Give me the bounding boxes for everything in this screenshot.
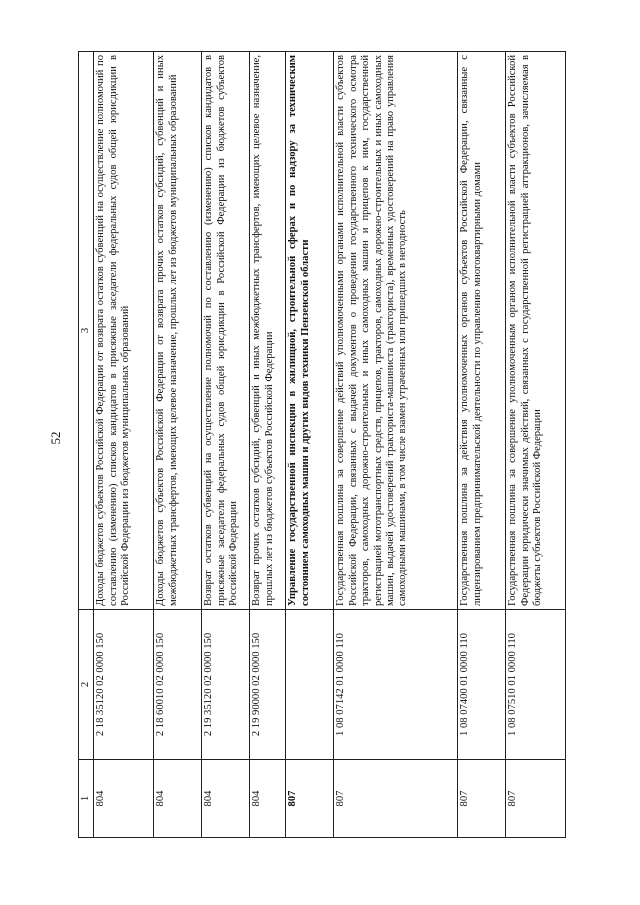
budget-classification-code-cell: 2 19 90000 02 0000 150 — [250, 610, 286, 760]
budget-classification-code-cell: 2 18 35120 02 0000 150 — [94, 610, 154, 760]
admin-code-cell: 807 — [334, 760, 458, 838]
budget-classification-code-cell: 1 08 07142 01 0000 110 — [334, 610, 458, 760]
rotated-table-container — [78, 52, 562, 838]
table-row — [286, 52, 334, 838]
admin-code-cell: 807 — [506, 760, 566, 838]
description-cell: Возврат прочих остатков субсидий, субвенций и иных межбюджетных трансфертов, имеющих целевое назначение, прошлых лет из бюджетов субъектов Российской Федерации — [250, 52, 286, 610]
budget-classification-code-cell: 1 08 07400 01 0000 110 — [458, 610, 506, 760]
column-header-2: 2 — [79, 610, 94, 760]
table-row — [250, 52, 286, 838]
budget-classification-code-cell: 1 08 07510 01 0000 110 — [506, 610, 566, 760]
admin-code-cell: 807 — [458, 760, 506, 838]
admin-code-cell: 804 — [94, 760, 154, 838]
page-number: 52 — [48, 431, 63, 445]
budget-classification-code-cell: 2 19 35120 02 0000 150 — [202, 610, 250, 760]
table-row — [334, 52, 458, 838]
table-row — [154, 52, 202, 838]
admin-code-cell: 804 — [202, 760, 250, 838]
admin-code-cell: 807 — [286, 760, 334, 838]
description-cell: Государственная пошлина за совершение уполномоченным органом исполнительной власти субъектов Российской Федерации юридически значимых действий, связанных с государственной регистрацией аттракционов, зачисляемая в бюджеты субъектов Российской Федерации — [506, 52, 566, 610]
description-cell: Государственная пошлина за совершение действий уполномоченными органами исполнительной власти субъектов Российской Федерации, связанных с выдачей документов о проведении государственного технического осмотра тракторов, самоходных дорожно-строительных и иных самоходных машин и прицепов к ним, государственной регистрацией мототранспортных средств, прицепов, тракторов, самоходных дорожно-строительных и иных самоходных машин, выдачей удостоверений тракториста-машиниста (тракториста), временных удостоверений на право управления самоходными машинами, в том числе взамен утраченных или пришедших в негодность — [334, 52, 458, 610]
description-cell: Государственная пошлина за действия уполномоченных органов субъектов Российской Федерации, связанные с лицензированием предпринимательской деятельности по управлению многоквартирными домами — [458, 52, 506, 610]
revenue-codes-table — [78, 51, 566, 838]
table-row — [506, 52, 566, 838]
table-row — [458, 52, 506, 838]
table-row — [94, 52, 154, 838]
table-row — [202, 52, 250, 838]
description-cell: Доходы бюджетов субъектов Российской Федерации от возврата остатков субвенций на осуществление полномочий по составлению (изменению) списков кандидатов в присяжные заседатели федеральных судов общей юрисдикции в Российской Федерации из бюджетов муниципальных образований — [94, 52, 154, 610]
column-header-3: 3 — [79, 52, 94, 610]
column-header-1: 1 — [79, 760, 94, 838]
budget-classification-code-cell — [286, 610, 334, 760]
admin-code-cell: 804 — [250, 760, 286, 838]
admin-code-cell: 804 — [154, 760, 202, 838]
budget-classification-code-cell: 2 18 60010 02 0000 150 — [154, 610, 202, 760]
description-cell: Доходы бюджетов субъектов Российской Федерации от возврата прочих остатков субсидий, субвенций и иных межбюджетных трансфертов, имеющих целевое назначение, прошлых лет из бюджетов муниципальных образований — [154, 52, 202, 610]
description-cell: Управление государственной инспекции в жилищной, строительной сферах и по надзору за техническим состоянием самоходных машин и других видов техники Пензенской области — [286, 52, 334, 610]
table-header-row — [79, 52, 94, 838]
description-cell: Возврат остатков субвенций на осуществление полномочий по составлению (изменению) списков кандидатов в присяжные заседатели федеральных судов общей юрисдикции в Российской Федерации из бюджетов субъектов Российской Федерации — [202, 52, 250, 610]
table-body — [79, 52, 566, 838]
